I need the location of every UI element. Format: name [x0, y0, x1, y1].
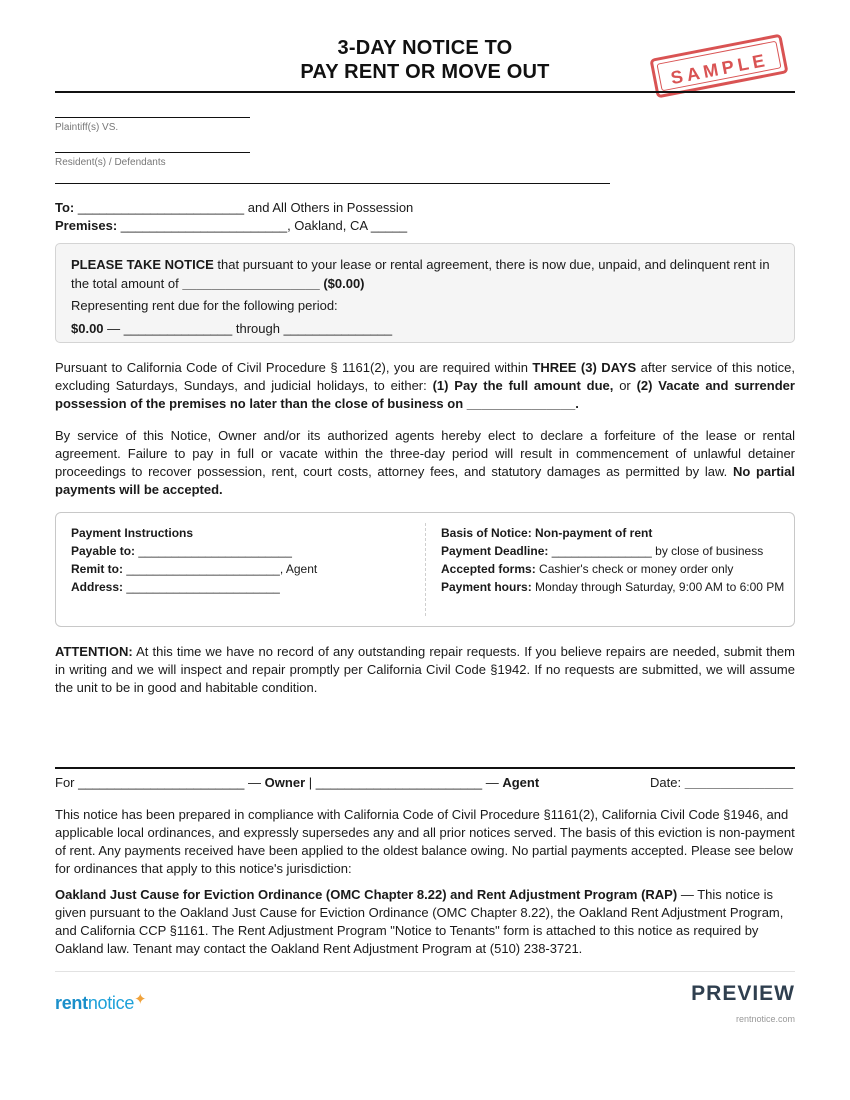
notice-period-dash: — [107, 321, 121, 336]
p1-bold-a: THREE (3) DAYS [532, 360, 637, 375]
attention-text: At this time we have no record of any outstanding repair requests. If you believe repairs are needed, submit them in writing and we will inspect and repair promptly per California Civil Code §1942. If no requests are submitted, we will assume the unit to be in good and habitable condition. [55, 644, 795, 695]
paragraph-attention [55, 643, 795, 697]
payment-instructions [71, 524, 401, 596]
sig-agent-dash: — [485, 775, 499, 790]
paragraph-compliance: This notice has been prepared in compliance with California Code of Civil Procedure §1161(2), California Civil Code §1946, and applicable local ordinances, and expressly supersedes any and all prior notices served. The basis of this eviction is non-payment of rent. Any payments received have been applied to the oldest balance owing. No partial payments accepted. Please see below for ordinances that apply to this notice's jurisdiction: [55, 807, 795, 876]
remit-row [71, 560, 401, 578]
rentnotice-logo [55, 993, 146, 1014]
p1-text-c: or [619, 378, 631, 393]
address-blank: _______________________ [126, 580, 280, 594]
notice-lead-text: that pursuant to your lease or rental agreement, there is now due, unpaid, and delinquent rent in the total amount of [71, 257, 770, 291]
notice-period-label: Representing rent due for the following period: [71, 298, 338, 313]
resident-label: Resident(s) / Defendants [55, 157, 166, 168]
premises-suffix: , Oakland, CA _____ [287, 218, 408, 233]
footer-divider [55, 971, 795, 972]
forms-label: Accepted forms: [441, 562, 536, 576]
remit-suffix: , Agent [279, 562, 318, 576]
payment-divider [425, 523, 426, 616]
payable-label: Payable to: [71, 544, 136, 558]
sig-owner-blank: _______________________ [78, 775, 245, 790]
deadline-row [441, 542, 786, 560]
to-row [55, 200, 413, 216]
notice-period-row [71, 319, 779, 338]
title-line-1: 3-DAY NOTICE TO [337, 37, 513, 59]
payable-row [71, 542, 401, 560]
payment-heading: Payment Instructions [71, 526, 194, 540]
paragraph-forfeiture [55, 427, 795, 499]
ordinance-bold: Oakland Just Cause for Eviction Ordinance (OMC Chapter 8.22) and Rent Adjustment Program (RAP) [55, 887, 678, 902]
basis-heading: Basis of Notice: Non-payment of rent [441, 526, 653, 540]
plaintiff-line [55, 117, 250, 118]
deadline-label: Payment Deadline: [441, 544, 549, 558]
preview-label: PREVIEW [691, 982, 795, 1005]
hours-label: Payment hours: [441, 580, 532, 594]
forms-value: Cashier's check or money order only [539, 562, 734, 576]
sig-owner-dash: — [248, 775, 262, 790]
notice-period-start: _______________ [123, 321, 233, 336]
sig-for-label: For [55, 775, 75, 790]
premises-blank: _______________________ [120, 218, 288, 233]
address-row [71, 578, 401, 596]
sig-agent-blank: _______________________ [315, 775, 483, 790]
attention-label: ATTENTION: [55, 644, 133, 659]
sparkle-icon: ✦ [134, 991, 147, 1008]
signature-date [650, 775, 793, 791]
notice-amount-blank: ___________________ [182, 276, 320, 291]
deadline-blank: _______________ [551, 544, 652, 558]
caption-divider [55, 183, 610, 184]
notice-period-end: _______________ [283, 321, 393, 336]
logo-part-2: notice [87, 993, 135, 1013]
sig-separator: | [308, 775, 313, 790]
premises-row [55, 218, 407, 234]
title-divider [55, 91, 795, 93]
resident-line [55, 152, 250, 153]
p2-bold: No partial payments will be accepted. [55, 464, 795, 497]
paragraph-three-days [55, 359, 795, 413]
remit-blank: _______________________ [126, 562, 280, 576]
to-label: To: [55, 200, 75, 215]
payment-box [55, 512, 795, 627]
p1-text-a: Pursuant to California Code of Civil Procedure § 1161(2), you are required within [55, 360, 528, 375]
plaintiff-label: Plaintiff(s) VS. [55, 122, 119, 133]
p1-bold-c: (2) Vacate and surrender possession of the premises no later than the close of business on _______________. [55, 378, 795, 411]
p2-text: By service of this Notice, Owner and/or its authorized agents hereby elect to declare a forfeiture of the lease or rental agreement. Failure to pay in full or vacate within the three-day period will result in commencement of unlawful detainer proceedings to recover possession, rent, court costs, attorney fees, and statutory damages as permitted by law. [55, 428, 795, 479]
sig-date-blank: _______________ [684, 775, 794, 790]
sample-stamp: SAMPLE [649, 34, 788, 99]
hours-value: Monday through Saturday, 9:00 AM to 6:00 PM [535, 580, 785, 594]
sig-owner-label: Owner [264, 775, 306, 790]
remit-label: Remit to: [71, 562, 123, 576]
signature-divider [55, 767, 795, 769]
paragraph-ordinance [55, 886, 795, 958]
forms-row [441, 560, 786, 578]
title-line-2: PAY RENT OR MOVE OUT [300, 61, 550, 83]
payable-blank: _______________________ [138, 544, 292, 558]
sig-date-label: Date: [650, 775, 682, 790]
notice-amount-value: ($0.00) [323, 276, 365, 291]
notice-period-through: through [235, 321, 280, 336]
notice-lead-bold: PLEASE TAKE NOTICE [71, 257, 214, 272]
p1-text-b: after service of this notice, excluding Saturdays, Sundays, and judicial holidays, to either: [55, 360, 795, 393]
payment-basis [441, 524, 786, 596]
logo-part-1: rent [55, 993, 88, 1013]
p1-bold-b: (1) Pay the full amount due, [432, 378, 614, 393]
notice-period-amount: $0.00 [71, 321, 104, 336]
deadline-suffix: by close of business [655, 544, 764, 558]
notice-box [55, 243, 795, 343]
sig-agent-label: Agent [502, 775, 540, 790]
premises-label: Premises: [55, 218, 118, 233]
hours-row [441, 578, 786, 596]
to-blank: _______________________ [77, 200, 245, 215]
ordinance-text: — This notice is given pursuant to the Oakland Just Cause for Eviction Ordinance (OMC Chapter 8.22), the Oakland Rent Adjustment Program, and California CCP §1161. The Rent Adjustment Program "Notice to Tenants" form is attached to this notice as required by Oakland law. Tenant may contact the Oakland Rent Adjustment Program at (510) 238-3721. [55, 887, 784, 956]
site-url: rentnotice.com [735, 1014, 795, 1024]
address-label: Address: [71, 580, 124, 594]
to-suffix: and All Others in Possession [247, 200, 414, 215]
notice-lead [71, 255, 779, 293]
